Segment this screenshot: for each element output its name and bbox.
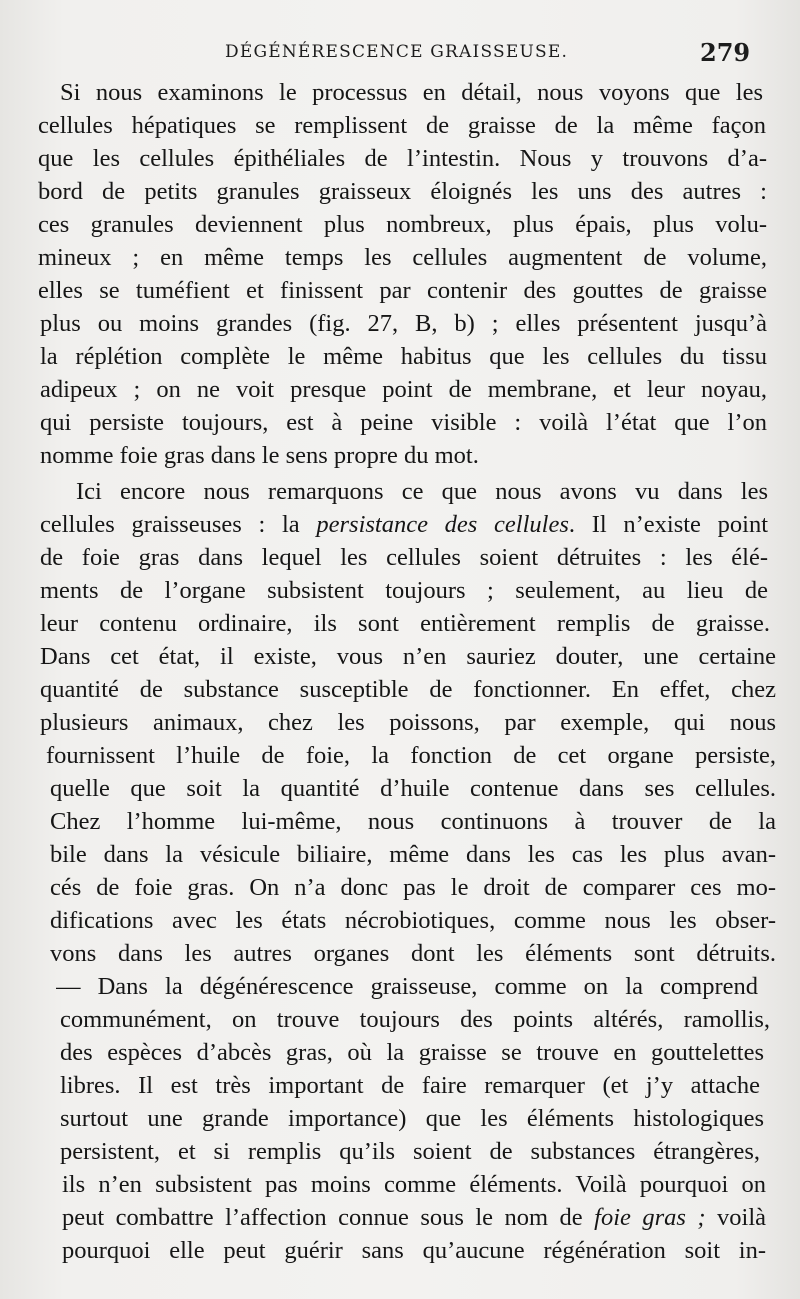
text-line: leur contenu ordinaire, ils sont entièrement remplis de graisse.: [40, 610, 770, 637]
text-line: bord de petits granules graisseux éloignés les uns des autres :: [38, 178, 767, 205]
text-line: quelle que soit la quantité d’huile contenue dans ses cellules.: [50, 775, 776, 802]
text-line: mineux ; en même temps les cellules augmentent de volume,: [38, 244, 767, 271]
text-line: plusieurs animaux, chez les poissons, par exemple, qui nous: [40, 709, 776, 736]
text-line: nomme foie gras dans le sens propre du mot.: [40, 442, 479, 469]
text-line: vons dans les autres organes dont les éléments sont détruits.: [50, 940, 776, 967]
text-line: pourquoi elle peut guérir sans qu’aucune régénération soit in-: [62, 1237, 766, 1264]
text-line: de foie gras dans lequel les cellules soient détruites : les élé-: [40, 544, 768, 571]
text-line: Chez l’homme lui-même, nous continuons à trouver de la: [50, 808, 776, 835]
text-line: ments de l’organe subsistent toujours ; seulement, au lieu de: [40, 577, 768, 604]
text-line: plus ou moins grandes (fig. 27, B, b) ; elles présentent jusqu’à: [40, 310, 767, 337]
text-line: — Dans la dégénérescence graisseuse, comme on la comprend: [56, 973, 758, 1000]
running-title: DÉGÉNÉRESCENCE GRAISSEUSE.: [225, 42, 569, 62]
text-line: cellules graisseuses : la persistance des cellules. Il n’existe point: [40, 511, 768, 538]
text-line: quantité de substance susceptible de fonctionner. En effet, chez: [40, 676, 776, 703]
text-line: la réplétion complète le même habitus que les cellules du tissu: [40, 343, 767, 370]
text-line: surtout une grande importance) que les éléments histologiques: [60, 1105, 764, 1132]
text-line: adipeux ; on ne voit presque point de membrane, et leur noyau,: [40, 376, 767, 403]
text-line: Dans cet état, il existe, vous n’en sauriez douter, une certaine: [40, 643, 776, 670]
text-line: communément, on trouve toujours des points altérés, ramollis,: [60, 1006, 770, 1033]
text-line: ces granules deviennent plus nombreux, plus épais, plus volu-: [38, 211, 767, 238]
text-line: elles se tuméfient et finissent par contenir des gouttes de graisse: [38, 277, 767, 304]
text-line: Si nous examinons le processus en détail, nous voyons que les: [60, 79, 763, 106]
text-line: des espèces d’abcès gras, où la graisse se trouve en gouttelettes: [60, 1039, 764, 1066]
page-header: [0, 38, 800, 68]
text-line: bile dans la vésicule biliaire, même dans les cas les plus avan-: [50, 841, 776, 868]
page-number: 279: [700, 38, 751, 67]
text-line: Ici encore nous remarquons ce que nous avons vu dans les: [76, 478, 768, 505]
text-line: peut combattre l’affection connue sous le nom de foie gras ; voilà: [62, 1204, 766, 1231]
text-line: difications avec les états nécrobiotiques, comme nous les obser-: [50, 907, 776, 934]
text-line: libres. Il est très important de faire remarquer (et j’y attache: [60, 1072, 760, 1099]
text-line: qui persiste toujours, est à peine visible : voilà l’état que l’on: [40, 409, 767, 436]
text-line: persistent, et si remplis qu’ils soient de substances étrangères,: [60, 1138, 760, 1165]
text-line: cés de foie gras. On n’a donc pas le droit de comparer ces mo-: [50, 874, 776, 901]
text-line: ils n’en subsistent pas moins comme éléments. Voilà pourquoi on: [62, 1171, 766, 1198]
text-line: cellules hépatiques se remplissent de graisse de la même façon: [38, 112, 766, 139]
text-line: que les cellules épithéliales de l’intestin. Nous y trouvons d’a-: [38, 145, 767, 172]
text-line: fournissent l’huile de foie, la fonction de cet organe persiste,: [46, 742, 776, 769]
